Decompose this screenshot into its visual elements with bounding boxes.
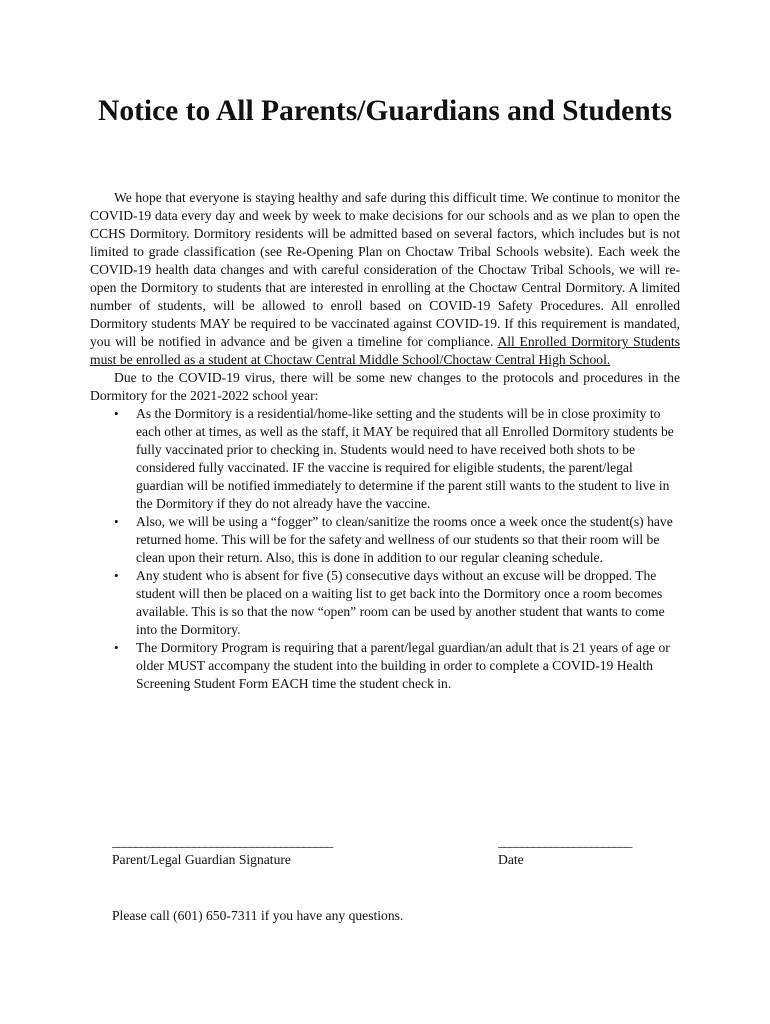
intro-paragraph: [90, 189, 680, 369]
list-item-text: Any student who is absent for five (5) consecutive days without an excuse will be dropped. The student will then be placed on a waiting list to get back into the Dormitory once a room becomes available. This is so that the now “open” room can be used by another student that wants to come into the Dormitory.: [136, 568, 665, 637]
signature-line: ______________________________________: [112, 834, 333, 849]
enrollment-requirement-text: All Enrolled Dormitory Students must be enrolled as a student at Choctaw Central Middle School/Choctaw Central High School.: [90, 334, 680, 367]
list-item: [90, 567, 680, 639]
date-label: Date: [498, 852, 524, 867]
intro-text: We hope that everyone is staying healthy and safe during this difficult time. We continue to monitor the COVID-19 data every day and week by week to make decisions for our schools and as we plan to open the CCHS Dormitory. Dormitory residents will be admitted based on several factors, which includes but is not limited to grade classification (see Re-Opening Plan on Choctaw Tribal Schools website). Each week the COVID-19 health data changes and with careful consideration of the Choctaw Tribal Schools, we will re-open the Dormitory to students that are interested in enrolling at the Choctaw Central Dormitory. A limited number of students, will be allowed to enroll based on COVID-19 Safety Procedures. All enrolled Dormitory students MAY be required to be vaccinated against COVID-19. If this requirement is mandated, you will be notified in advance and be given a timeline for compliance.: [90, 190, 680, 349]
bullet-icon: •: [114, 514, 119, 529]
list-item-text: As the Dormitory is a residential/home-like setting and the students will be in close proximity to each other at times, as well as the staff, it MAY be required that all Enrolled Dormitory students be fully vaccinated prior to checking in. Students would need to have received both shots to be considered fully vaccinated. IF the vaccine is required for eligible students, the parent/legal guardian will be notified immediately to determine if the parent still wants to the student to live in the Dormitory if they do not already have the vaccine.: [136, 406, 674, 511]
list-item-text: The Dormitory Program is requiring that a parent/legal guardian/an adult that is 21 years of age or older MUST accompany the student into the building in order to complete a COVID-19 Health Screening Student Form EACH time the student check in.: [136, 640, 670, 691]
date-line: _______________________: [498, 834, 632, 849]
list-item: [90, 513, 680, 567]
bullet-icon: •: [114, 640, 119, 655]
bullet-icon: •: [114, 406, 119, 421]
changes-list: [90, 405, 680, 693]
bullet-icon: •: [114, 568, 119, 583]
contact-text: Please call (601) 650-7311 if you have any questions.: [112, 908, 404, 923]
signature-label: Parent/Legal Guardian Signature: [112, 852, 291, 867]
document-title: Notice to All Parents/Guardians and Students: [98, 95, 672, 127]
list-item-text: Also, we will be using a “fogger” to clean/sanitize the rooms once a week once the student(s) have returned home. This will be for the safety and wellness of our students so that their room will be clean upon their return. Also, this is done in addition to our regular cleaning schedule.: [136, 514, 673, 565]
document-body: [90, 189, 680, 693]
changes-paragraph: Due to the COVID-19 virus, there will be some new changes to the protocols and procedures in the Dormitory for the 2021-2022 school year:: [90, 370, 680, 403]
list-item: [90, 639, 680, 693]
list-item: [90, 405, 680, 513]
